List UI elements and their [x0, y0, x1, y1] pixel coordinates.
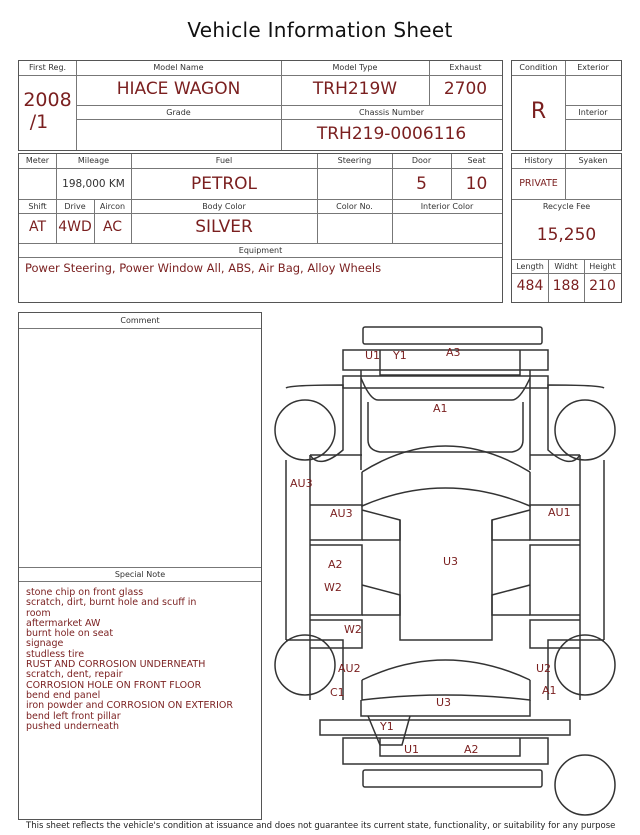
special-note-label: Special Note — [114, 570, 166, 579]
aircon-label: Aircon — [99, 202, 126, 211]
special-note-line: stone chip on front glass — [26, 587, 144, 598]
steering-label: Steering — [337, 156, 372, 165]
first-reg-label: First Reg. — [28, 63, 67, 72]
length-value: 484 — [516, 278, 544, 294]
history-box — [511, 153, 622, 303]
damage-mark: AU1 — [548, 506, 571, 519]
body-color-label: Body Color — [202, 202, 246, 211]
equipment-value: Power Steering, Power Window All, ABS, Air Bag, Alloy Wheels — [25, 261, 382, 275]
aircon-value: AC — [102, 219, 123, 235]
damage-mark: Y1 — [380, 720, 394, 733]
damage-mark: A2 — [464, 743, 479, 756]
damage-mark: U1 — [365, 349, 381, 362]
special-note-list — [26, 588, 258, 732]
seat-label: Seat — [467, 156, 486, 165]
damage-mark: AU3 — [330, 507, 353, 520]
history-label: History — [524, 156, 553, 165]
interior-label: Interior — [578, 108, 608, 117]
mileage-label: Mileage — [77, 156, 110, 165]
damage-mark: C1 — [330, 686, 345, 699]
model-type-value: TRH219W — [312, 79, 398, 99]
special-note-line: room — [26, 607, 51, 619]
special-note-line: RUST AND CORROSION UNDERNEATH — [26, 659, 206, 671]
equipment-label: Equipment — [238, 246, 283, 255]
damage-mark: W2 — [344, 623, 362, 636]
door-label: Door — [411, 156, 432, 165]
mileage-value: 198,000 KM — [62, 178, 125, 190]
damage-mark: AU3 — [290, 477, 313, 490]
vehicle-damage-diagram — [270, 318, 620, 818]
damage-mark: U1 — [404, 743, 420, 756]
special-note-line: signage — [26, 638, 64, 650]
body-color-value: SILVER — [195, 217, 253, 237]
shift-label: Shift — [28, 202, 47, 211]
seat-value: 10 — [465, 174, 488, 194]
special-note-line: burnt hole on seat — [26, 628, 114, 640]
disclaimer-footer: This sheet reflects the vehicle's condition at issuance and does not guarantee its current state, functionality, or suitability for any purpose — [26, 821, 616, 831]
special-note-line: bend end panel — [26, 689, 101, 701]
condition-value: R — [530, 99, 547, 124]
chassis-number-label: Chassis Number — [359, 108, 424, 117]
special-note-line: pushed underneath — [26, 720, 120, 732]
grade-label: Grade — [166, 108, 191, 117]
fuel-label: Fuel — [215, 156, 233, 165]
recycle-fee-label: Recycle Fee — [542, 202, 591, 211]
special-note-line: studless tire — [26, 648, 85, 660]
special-note-line: bend left front pillar — [26, 710, 121, 722]
special-note-line: scratch, dent, repair — [26, 669, 123, 681]
vehicle-spec-box — [18, 153, 503, 303]
condition-label: Condition — [519, 63, 558, 72]
model-type-label: Model Type — [332, 63, 378, 72]
width-value: 188 — [552, 278, 580, 294]
exhaust-label: Exhaust — [449, 63, 482, 72]
special-note-line: iron powder and CORROSION ON EXTERIOR — [26, 700, 233, 712]
damage-mark: W2 — [324, 581, 342, 594]
exhaust-value: 2700 — [443, 79, 488, 99]
width-label: Widht — [554, 262, 578, 271]
special-note-line: CORROSION HOLE ON FRONT FLOOR — [26, 679, 202, 691]
damage-mark: U2 — [536, 662, 552, 675]
damage-mark: U3 — [436, 696, 452, 709]
special-note-line: aftermarket AW — [26, 617, 101, 629]
damage-mark: U3 — [443, 555, 459, 568]
recycle-fee-value: 15,250 — [536, 225, 597, 245]
damage-mark: A1 — [542, 684, 557, 697]
chassis-number-value: TRH219-0006116 — [316, 124, 467, 144]
model-name-value: HIACE WAGON — [116, 79, 241, 99]
syaken-label: Syaken — [578, 156, 608, 165]
sheet-title: Vehicle Information Sheet — [187, 18, 453, 42]
damage-mark: A1 — [433, 402, 448, 415]
comment-box — [18, 312, 262, 820]
height-label: Height — [589, 262, 616, 271]
special-note-line: scratch, dirt, burnt hole and scuff in — [26, 597, 197, 609]
fuel-value: PETROL — [190, 174, 258, 194]
vehicle-main-info-box — [18, 60, 503, 151]
history-value: PRIVATE — [519, 178, 558, 189]
color-no-label: Color No. — [336, 202, 373, 211]
model-name-label: Model Name — [153, 63, 204, 72]
comment-label: Comment — [120, 316, 160, 325]
length-label: Length — [516, 262, 544, 271]
door-value: 5 — [416, 174, 427, 194]
damage-mark: A2 — [328, 558, 343, 571]
drive-label: Drive — [64, 202, 86, 211]
exterior-label: Exterior — [577, 63, 609, 72]
damage-mark: Y1 — [393, 349, 407, 362]
first-reg-year: 2008 — [23, 89, 72, 111]
damage-mark: A3 — [446, 346, 461, 359]
drive-value: 4WD — [58, 219, 92, 235]
height-value: 210 — [589, 278, 616, 294]
condition-box — [511, 60, 622, 151]
first-reg-month: /1 — [29, 111, 49, 133]
shift-value: AT — [28, 219, 47, 235]
damage-mark: AU2 — [338, 662, 361, 675]
interior-color-label: Interior Color — [420, 202, 474, 211]
meter-label: Meter — [25, 156, 50, 165]
